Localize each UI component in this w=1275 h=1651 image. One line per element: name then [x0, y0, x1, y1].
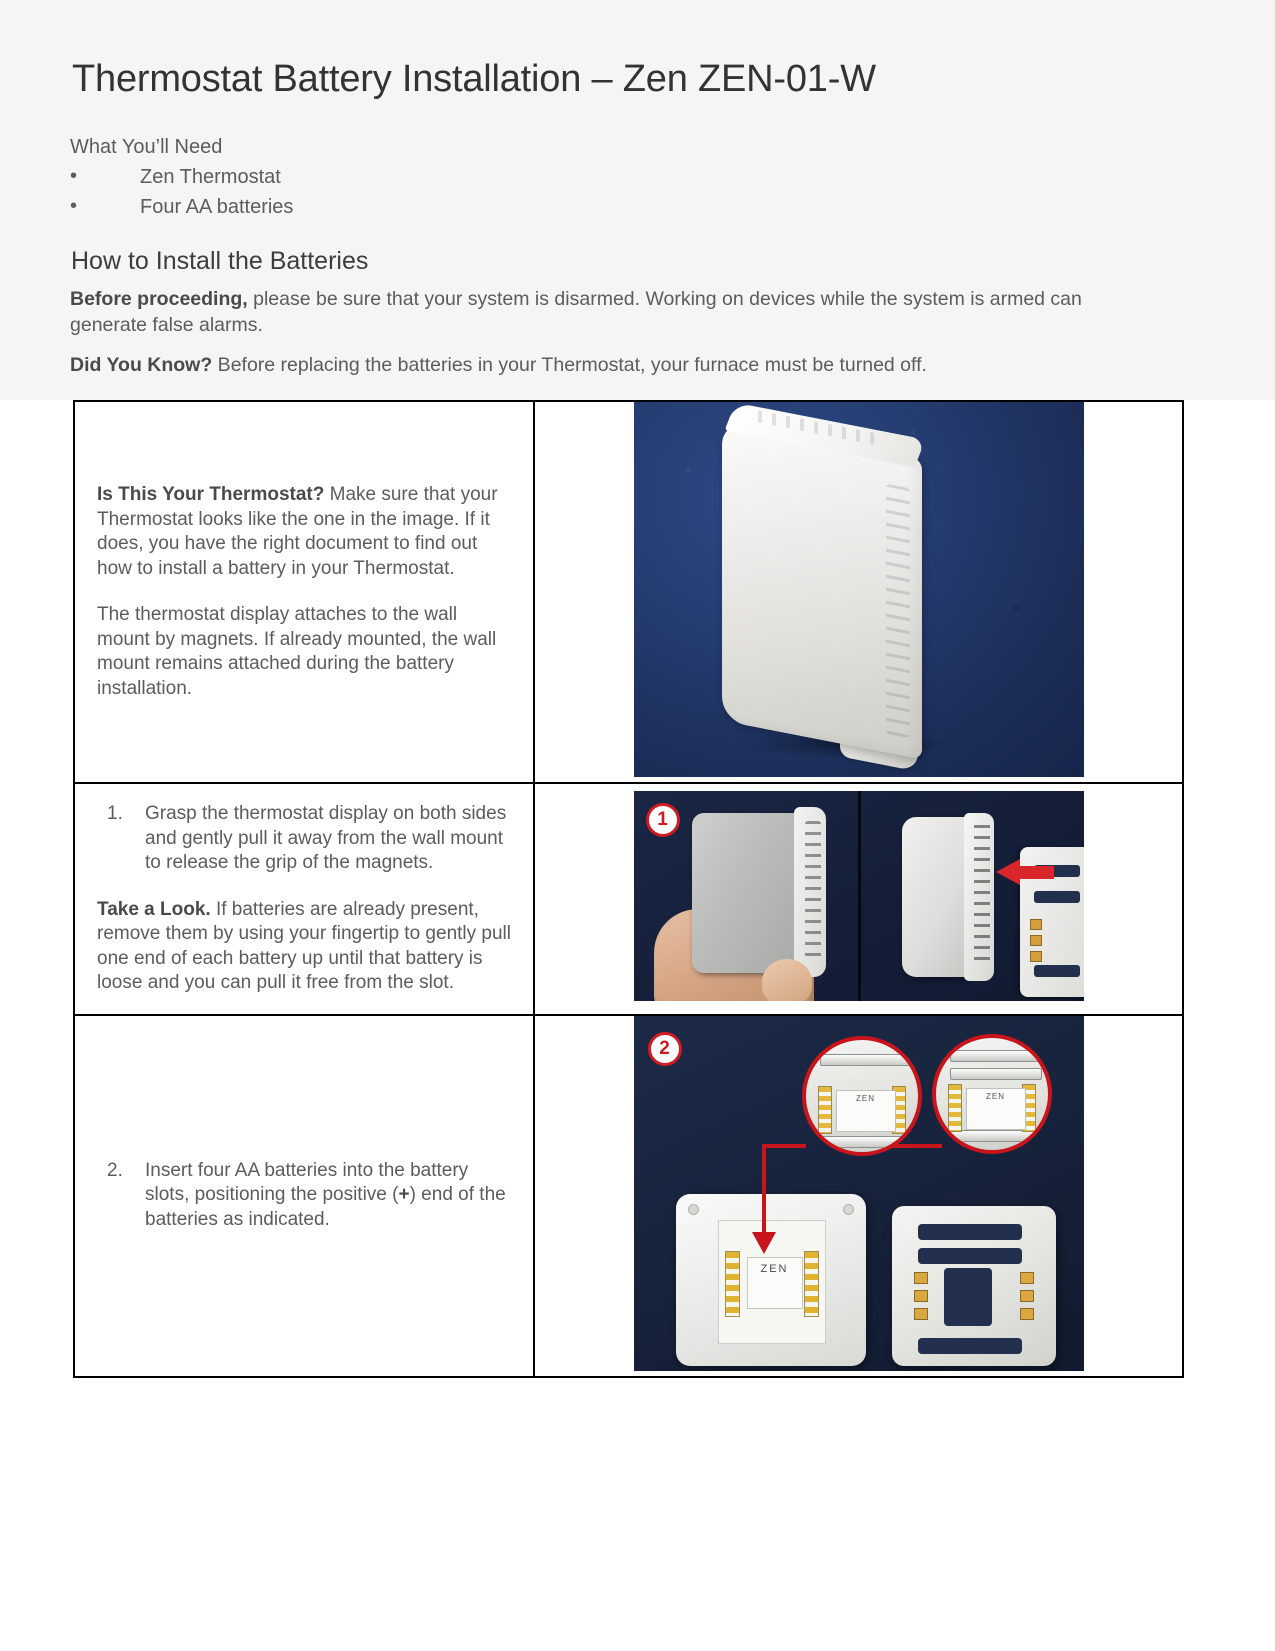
mount-slot	[918, 1338, 1022, 1354]
step-badge-1: 1	[646, 803, 680, 837]
mount-hole	[843, 1204, 854, 1215]
mount-slot	[918, 1248, 1022, 1264]
thermostat-display-left	[692, 813, 797, 973]
step-number: 1.	[107, 803, 123, 824]
wire-terminal	[914, 1290, 928, 1302]
list-item-label: Four AA batteries	[140, 196, 294, 218]
arrow-head	[996, 859, 1020, 885]
wire-terminal	[1030, 951, 1042, 962]
zen-label: ZEN	[966, 1088, 1026, 1130]
table-cell-image	[534, 1015, 1183, 1377]
vent-slots-icon	[974, 825, 990, 967]
mount-slot	[1034, 891, 1080, 903]
list-item	[97, 1159, 511, 1233]
paragraph	[97, 603, 511, 701]
photo-divider	[858, 791, 861, 1001]
wire-terminal	[1030, 935, 1042, 946]
section-heading: How to Install the Batteries	[71, 247, 369, 275]
wire-terminal	[1020, 1308, 1034, 1320]
thermostat-edge-left	[794, 807, 826, 977]
leader-line-vertical	[762, 1144, 766, 1236]
step-1-text	[75, 784, 533, 1014]
step-1-list	[97, 802, 511, 876]
notice-lead: Before proceeding,	[70, 288, 248, 310]
table-cell-text	[74, 783, 534, 1015]
aa-battery	[950, 1068, 1042, 1080]
thermostat-back-graphic	[676, 1194, 866, 1366]
detail-callout-left	[802, 1036, 922, 1156]
aa-battery	[950, 1050, 1042, 1062]
removing-display-photo	[634, 791, 1084, 1001]
mount-hole	[688, 1204, 699, 1215]
wire-terminal	[914, 1272, 928, 1284]
page-title: Thermostat Battery Installation – Zen ZEN-01-W	[72, 58, 876, 100]
paragraph	[97, 898, 511, 996]
wire-terminal	[1020, 1272, 1034, 1284]
paragraph-lead: Is This Your Thermostat?	[97, 484, 325, 505]
thermostat-display-right	[902, 817, 968, 977]
table-row	[74, 401, 1183, 783]
what-you-need-list	[70, 166, 770, 226]
step-body-before: Insert four AA batteries into the battery slots, positioning the positive (	[145, 1159, 469, 1206]
wall-mount-back-graphic	[892, 1206, 1056, 1366]
aa-battery	[820, 1054, 912, 1066]
device-side-vents-icon	[886, 484, 910, 739]
wire-terminal	[1020, 1290, 1034, 1302]
identify-thermostat-text	[75, 465, 533, 719]
steps-table	[73, 400, 1184, 1378]
battery-insertion-photo	[634, 1016, 1084, 1371]
battery-contacts-left	[818, 1086, 832, 1134]
battery-contacts-right	[804, 1251, 819, 1317]
arrow-shaft	[1018, 866, 1054, 879]
paragraph-lead: Take a Look.	[97, 898, 211, 920]
aa-battery	[820, 1136, 912, 1148]
mount-slot	[1034, 965, 1080, 977]
list-item	[70, 196, 770, 226]
plus-symbol: +	[398, 1184, 410, 1206]
notice-before-proceeding	[70, 286, 1145, 338]
vent-slots-icon	[805, 821, 821, 963]
table-row	[74, 1015, 1183, 1377]
notice-lead: Did You Know?	[70, 354, 213, 376]
header-band	[0, 0, 1275, 400]
table-cell-image	[534, 783, 1183, 1015]
list-item	[70, 166, 770, 196]
paragraph-body: Make sure that your Thermostat looks like the one in the image. If it does, you have the right document to find out how to install a battery in your Thermostat.	[97, 484, 498, 579]
paragraph-body: The thermostat display attaches to the wall mount by magnets. If already mounted, the wall mount remains attached during the battery installation.	[97, 604, 497, 699]
mount-slot	[918, 1224, 1022, 1240]
step-body-after: ) end of the batteries as indicated.	[145, 1184, 506, 1230]
notice-did-you-know	[70, 352, 1145, 378]
list-item	[97, 802, 511, 876]
table-cell-text	[74, 1015, 534, 1377]
step-2-list	[97, 1159, 511, 1233]
thermostat-edge-right	[964, 813, 994, 981]
step-body: Grasp the thermostat display on both sides and gently pull it away from the wall mount to release the grip of the magnets.	[145, 803, 507, 873]
leader-arrow-head-icon	[752, 1232, 776, 1254]
thermostat-front-photo	[634, 402, 1084, 777]
mount-window	[944, 1268, 992, 1326]
what-you-need-label: What You’ll Need	[70, 136, 223, 158]
notice-body: Before replacing the batteries in your Thermostat, your furnace must be turned off.	[212, 354, 927, 376]
battery-contacts-left	[725, 1251, 740, 1317]
paragraph-body: If batteries are already present, remove them by using your fingertip to gently pull one end of each battery up until that battery is loose and you can pull it free from the slot.	[97, 898, 511, 993]
zen-label: ZEN	[747, 1257, 803, 1309]
list-item-label: Zen Thermostat	[140, 166, 281, 188]
wire-terminal	[1030, 919, 1042, 930]
detail-callout-right	[932, 1034, 1052, 1154]
table-row	[74, 783, 1183, 1015]
table-cell-text	[74, 401, 534, 783]
zen-label: ZEN	[836, 1090, 896, 1132]
step-badge-2: 2	[648, 1032, 682, 1066]
red-arrow-icon	[996, 859, 1054, 885]
battery-contacts-left	[948, 1084, 962, 1132]
thumb-graphic	[762, 959, 812, 1001]
step-number: 2.	[107, 1159, 123, 1181]
leader-line-horizontal	[762, 1144, 806, 1148]
wire-terminal	[914, 1308, 928, 1320]
step-2-text	[75, 1141, 533, 1251]
bullet-icon: •	[70, 165, 78, 187]
table-cell-image	[534, 401, 1183, 783]
notice-body: please be sure that your system is disarmed. Working on devices while the system is armed can generate false alarms.	[70, 288, 1082, 336]
bullet-icon: •	[70, 195, 78, 217]
paragraph	[97, 483, 511, 581]
